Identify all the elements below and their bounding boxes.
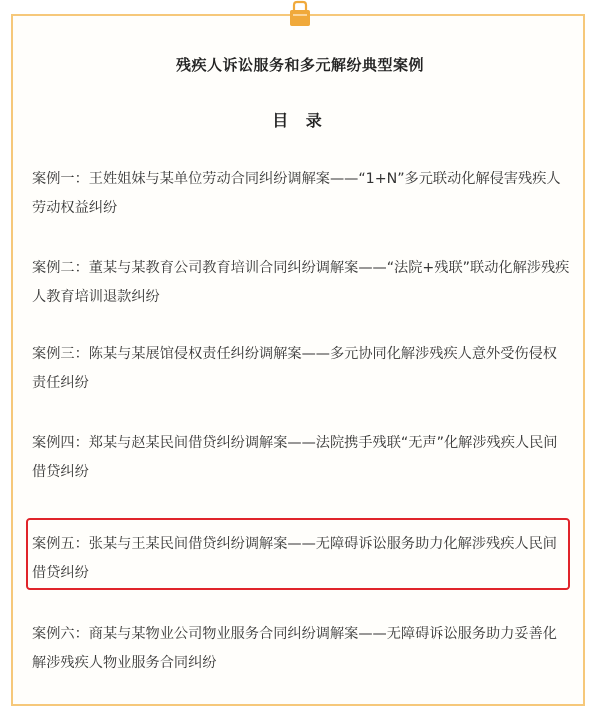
case-item-5[interactable]: 案例五：张某与王某民间借贷纠纷调解案——无障碍诉讼服务助力化解涉残疾人民间借贷纠纷 (32, 536, 557, 581)
toc-heading: 目 录 (272, 111, 328, 130)
case-item-2[interactable]: 案例二：董某与某教育公司教育培训合同纠纷调解案——“法院+残联”联动化解涉残疾人教育培训退款纠纷 (32, 260, 570, 305)
case-item-1[interactable]: 案例一：王姓姐妹与某单位劳动合同纠纷调解案——“1+N”多元联动化解侵害残疾人劳动权益纠纷 (32, 171, 561, 216)
case-item-6[interactable]: 案例六：商某与某物业公司物业服务合同纠纷调解案——无障碍诉讼服务助力妥善化解涉残疾人物业服务合同纠纷 (32, 626, 557, 671)
document-title: 残疾人诉讼服务和多元解纷典型案例 (175, 56, 424, 74)
case-item-3[interactable]: 案例三：陈某与某展馆侵权责任纠纷调解案——多元协同化解涉残疾人意外受伤侵权责任纠纷 (32, 346, 557, 391)
case-item-4[interactable]: 案例四：郑某与赵某民间借贷纠纷调解案——法院携手残联“无声”化解涉残疾人民间借贷纠纷 (32, 435, 558, 480)
binder-clip-icon (285, 0, 315, 30)
